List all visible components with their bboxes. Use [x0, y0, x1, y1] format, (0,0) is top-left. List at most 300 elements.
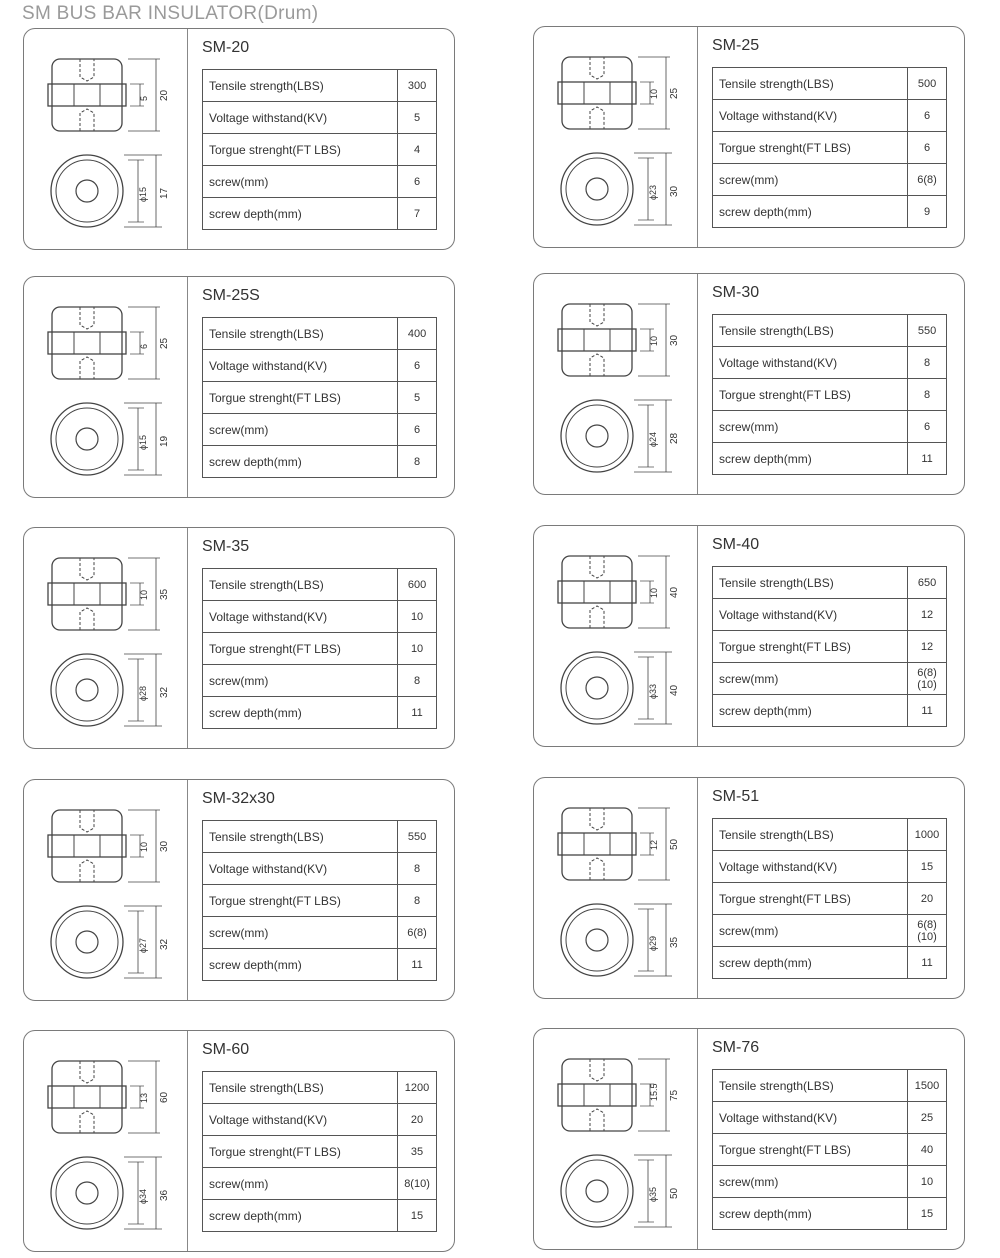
spec-label: screw depth(mm): [203, 1200, 398, 1232]
spec-row: [713, 315, 947, 347]
screw-hole-bottom: [80, 109, 94, 131]
model-name: SM-20: [202, 39, 250, 56]
side-view-body: [562, 57, 632, 129]
spec-row: [203, 1072, 437, 1104]
spec-row: [713, 915, 947, 947]
top-view-inner: [566, 909, 628, 971]
spec-value: 7: [398, 198, 437, 230]
product-card: [533, 26, 965, 248]
top-view-outer: [561, 1155, 633, 1227]
spec-row: [713, 1166, 947, 1198]
height-dimension-label: 25: [669, 87, 680, 99]
card-divider: [187, 29, 188, 249]
inner-diameter-label: ϕ24: [648, 431, 658, 447]
inner-diameter-label: ϕ29: [648, 935, 658, 951]
spec-row: [713, 1070, 947, 1102]
spec-row: [713, 1198, 947, 1230]
screw-hole-bottom: [80, 1111, 94, 1133]
screw-hole-top: [590, 808, 604, 830]
spec-value: 15: [398, 1200, 437, 1232]
outer-diameter-label: 32: [159, 686, 170, 698]
spec-row: [713, 132, 947, 164]
insulator-drawing: [32, 538, 182, 738]
spec-value: 12: [908, 599, 947, 631]
outer-diameter-label: 28: [669, 432, 680, 444]
screw-hole-bottom: [80, 860, 94, 882]
spec-label: Voltage withstand(KV): [203, 350, 398, 382]
spec-label: Tensile strength(LBS): [203, 318, 398, 350]
screw-hole-icon: [586, 178, 608, 200]
spec-value: 6: [908, 132, 947, 164]
spec-label: Torgue strenght(FT LBS): [713, 631, 908, 663]
card-divider: [187, 1031, 188, 1251]
top-view-inner: [56, 1162, 118, 1224]
spec-value: 6: [908, 100, 947, 132]
product-card: [533, 1028, 965, 1250]
spec-value: 10: [398, 601, 437, 633]
inner-diameter-label: ϕ33: [648, 683, 658, 699]
spec-row: [713, 1102, 947, 1134]
insulator-drawing: [542, 788, 692, 988]
hex-band: [48, 583, 126, 605]
spec-value: 11: [398, 949, 437, 981]
product-card: [23, 276, 455, 498]
spec-value: 6: [908, 411, 947, 443]
spec-label: Tensile strength(LBS): [203, 569, 398, 601]
spec-value: 10: [908, 1166, 947, 1198]
side-view-body: [52, 810, 122, 882]
spec-row: [203, 1136, 437, 1168]
spec-value: 6: [398, 414, 437, 446]
screw-hole-icon: [76, 1182, 98, 1204]
spec-row: [203, 665, 437, 697]
spec-value: 600: [398, 569, 437, 601]
spec-value: 6(8): [908, 164, 947, 196]
spec-label: Voltage withstand(KV): [203, 102, 398, 134]
spec-table: [202, 568, 437, 729]
hex-band: [558, 581, 636, 603]
spec-table: [202, 820, 437, 981]
outer-diameter-label: 35: [669, 936, 680, 948]
spec-row: [713, 947, 947, 979]
model-name: SM-35: [202, 538, 250, 555]
spec-value: 1200: [398, 1072, 437, 1104]
top-view-outer: [51, 906, 123, 978]
screw-hole-top: [80, 59, 94, 81]
spec-label: Voltage withstand(KV): [713, 851, 908, 883]
side-view-body: [562, 556, 632, 628]
hex-band: [48, 835, 126, 857]
spec-row: [203, 917, 437, 949]
spec-label: screw depth(mm): [713, 196, 908, 228]
spec-value: 5: [398, 382, 437, 414]
height-dimension-label: 75: [669, 1089, 680, 1101]
card-divider: [697, 1029, 698, 1249]
height-dimension-label: 20: [159, 89, 170, 101]
insulator-drawing: [542, 1039, 692, 1239]
inner-diameter-label: ϕ23: [648, 184, 658, 200]
insulator-drawing: [32, 1041, 182, 1241]
insulator-drawing: [32, 790, 182, 990]
spec-table: [202, 69, 437, 230]
outer-diameter-label: 30: [669, 185, 680, 197]
spec-row: [713, 347, 947, 379]
spec-label: screw depth(mm): [713, 1198, 908, 1230]
screw-hole-icon: [76, 931, 98, 953]
spec-row: [203, 821, 437, 853]
spec-label: screw(mm): [203, 414, 398, 446]
spec-value: 650: [908, 567, 947, 599]
spec-row: [203, 198, 437, 230]
spec-row: [713, 851, 947, 883]
height-dimension-label: 30: [159, 840, 170, 852]
model-name: SM-25S: [202, 287, 260, 304]
spec-row: [203, 949, 437, 981]
product-card: [533, 525, 965, 747]
spec-value: 550: [398, 821, 437, 853]
spec-row: [713, 100, 947, 132]
band-dimension-label: 10: [139, 589, 149, 600]
insulator-drawing: [542, 284, 692, 484]
outer-diameter-label: 19: [159, 435, 170, 447]
side-view-body: [52, 558, 122, 630]
spec-label: screw(mm): [713, 411, 908, 443]
model-name: SM-30: [712, 284, 760, 301]
spec-label: Tensile strength(LBS): [713, 68, 908, 100]
outer-diameter-label: 40: [669, 684, 680, 696]
side-view-body: [562, 1059, 632, 1131]
spec-row: [713, 196, 947, 228]
spec-table: [712, 314, 947, 475]
spec-value: 6(8)(10): [908, 663, 947, 695]
spec-label: screw(mm): [713, 1166, 908, 1198]
spec-row: [713, 411, 947, 443]
inner-diameter-label: ϕ28: [138, 685, 148, 701]
model-name: SM-40: [712, 536, 760, 553]
top-view-outer: [561, 904, 633, 976]
spec-table: [712, 566, 947, 727]
spec-table: [712, 818, 947, 979]
spec-row: [203, 382, 437, 414]
inner-diameter-label: ϕ15: [138, 186, 148, 202]
model-name: SM-32x30: [202, 790, 275, 807]
spec-label: Tensile strength(LBS): [203, 821, 398, 853]
product-card: [533, 273, 965, 495]
spec-label: screw(mm): [713, 164, 908, 196]
screw-hole-bottom: [590, 1109, 604, 1131]
spec-label: Voltage withstand(KV): [203, 1104, 398, 1136]
spec-value: 6: [398, 166, 437, 198]
spec-value: 6: [398, 350, 437, 382]
outer-diameter-label: 17: [159, 187, 170, 199]
top-view-outer: [51, 403, 123, 475]
screw-hole-top: [80, 558, 94, 580]
top-view-outer: [561, 652, 633, 724]
spec-value: 15: [908, 851, 947, 883]
spec-row: [713, 379, 947, 411]
spec-value: 550: [908, 315, 947, 347]
top-view-inner: [56, 659, 118, 721]
screw-hole-top: [80, 810, 94, 832]
top-view-inner: [566, 1160, 628, 1222]
hex-band: [558, 329, 636, 351]
spec-row: [713, 631, 947, 663]
height-dimension-label: 35: [159, 588, 170, 600]
product-card: [533, 777, 965, 999]
screw-hole-icon: [586, 929, 608, 951]
band-dimension-label: 15.5: [649, 1083, 659, 1101]
card-divider: [187, 277, 188, 497]
spec-row: [203, 853, 437, 885]
spec-row: [203, 134, 437, 166]
spec-row: [203, 569, 437, 601]
side-view-body: [52, 59, 122, 131]
spec-value: 15: [908, 1198, 947, 1230]
screw-hole-bottom: [590, 354, 604, 376]
spec-value: 11: [398, 697, 437, 729]
spec-row: [713, 695, 947, 727]
model-name: SM-51: [712, 788, 760, 805]
top-view-inner: [566, 405, 628, 467]
spec-row: [713, 819, 947, 851]
spec-value: 11: [908, 695, 947, 727]
spec-table: [202, 1071, 437, 1232]
insulator-drawing: [542, 536, 692, 736]
spec-label: screw(mm): [203, 665, 398, 697]
spec-label: Tensile strength(LBS): [713, 315, 908, 347]
inner-diameter-label: ϕ34: [138, 1188, 148, 1204]
spec-row: [203, 446, 437, 478]
spec-row: [203, 1200, 437, 1232]
card-divider: [697, 778, 698, 998]
spec-row: [203, 350, 437, 382]
top-view-inner: [566, 657, 628, 719]
spec-label: Torgue strenght(FT LBS): [203, 885, 398, 917]
insulator-drawing: [542, 37, 692, 237]
spec-label: Voltage withstand(KV): [713, 1102, 908, 1134]
spec-row: [713, 68, 947, 100]
spec-row: [203, 697, 437, 729]
spec-value: 8(10): [398, 1168, 437, 1200]
screw-hole-icon: [586, 425, 608, 447]
spec-label: Torgue strenght(FT LBS): [203, 382, 398, 414]
top-view-outer: [51, 654, 123, 726]
band-dimension-label: 10: [649, 587, 659, 598]
spec-table: [712, 1069, 947, 1230]
spec-table: [712, 67, 947, 228]
top-view-outer: [51, 155, 123, 227]
spec-row: [203, 601, 437, 633]
spec-label: Torgue strenght(FT LBS): [203, 633, 398, 665]
screw-hole-icon: [76, 180, 98, 202]
spec-label: Tensile strength(LBS): [713, 1070, 908, 1102]
height-dimension-label: 30: [669, 334, 680, 346]
spec-label: Torgue strenght(FT LBS): [203, 1136, 398, 1168]
spec-label: screw(mm): [713, 663, 908, 695]
inner-diameter-label: ϕ35: [648, 1186, 658, 1202]
spec-value: 12: [908, 631, 947, 663]
screw-hole-bottom: [80, 357, 94, 379]
spec-value: 8: [398, 446, 437, 478]
band-dimension-label: 10: [649, 335, 659, 346]
spec-value: 8: [908, 347, 947, 379]
spec-label: Voltage withstand(KV): [713, 599, 908, 631]
spec-label: Voltage withstand(KV): [713, 100, 908, 132]
product-card: [23, 527, 455, 749]
spec-label: Torgue strenght(FT LBS): [203, 134, 398, 166]
screw-hole-bottom: [590, 107, 604, 129]
spec-value: 20: [398, 1104, 437, 1136]
spec-value: 6(8): [398, 917, 437, 949]
spec-row: [203, 102, 437, 134]
screw-hole-bottom: [590, 858, 604, 880]
spec-value: 6(8)(10): [908, 915, 947, 947]
side-view-body: [562, 808, 632, 880]
hex-band: [558, 82, 636, 104]
page-title: SM BUS BAR INSULATOR(Drum): [22, 3, 319, 24]
screw-hole-top: [590, 57, 604, 79]
spec-value: 40: [908, 1134, 947, 1166]
screw-hole-icon: [586, 1180, 608, 1202]
screw-hole-top: [590, 1059, 604, 1081]
spec-value: 8: [398, 885, 437, 917]
side-view-body: [52, 1061, 122, 1133]
outer-diameter-label: 50: [669, 1187, 680, 1199]
hex-band: [48, 332, 126, 354]
spec-value: 20: [908, 883, 947, 915]
screw-hole-bottom: [80, 608, 94, 630]
spec-row: [203, 1168, 437, 1200]
spec-label: screw depth(mm): [203, 446, 398, 478]
spec-label: screw(mm): [203, 166, 398, 198]
side-view-body: [52, 307, 122, 379]
spec-row: [203, 414, 437, 446]
spec-label: screw(mm): [713, 915, 908, 947]
outer-diameter-label: 36: [159, 1189, 170, 1201]
top-view-outer: [561, 400, 633, 472]
spec-value: 400: [398, 318, 437, 350]
band-dimension-label: 10: [649, 88, 659, 99]
spec-label: screw depth(mm): [713, 695, 908, 727]
spec-value: 25: [908, 1102, 947, 1134]
inner-diameter-label: ϕ15: [138, 434, 148, 450]
height-dimension-label: 40: [669, 586, 680, 598]
screw-hole-top: [80, 307, 94, 329]
spec-value: 8: [398, 853, 437, 885]
top-view-inner: [56, 160, 118, 222]
spec-label: Tensile strength(LBS): [713, 567, 908, 599]
spec-label: Torgue strenght(FT LBS): [713, 132, 908, 164]
spec-label: Voltage withstand(KV): [203, 853, 398, 885]
insulator-drawing: [32, 39, 182, 239]
inner-diameter-label: ϕ27: [138, 937, 148, 953]
spec-value: 500: [908, 68, 947, 100]
top-view-outer: [51, 1157, 123, 1229]
hex-band: [48, 1086, 126, 1108]
spec-value: 5: [398, 102, 437, 134]
model-name: SM-60: [202, 1041, 250, 1058]
model-name: SM-25: [712, 37, 760, 54]
top-view-inner: [56, 911, 118, 973]
spec-label: Tensile strength(LBS): [203, 1072, 398, 1104]
card-divider: [187, 528, 188, 748]
spec-value: 35: [398, 1136, 437, 1168]
card-divider: [697, 27, 698, 247]
screw-hole-top: [80, 1061, 94, 1083]
spec-value: 9: [908, 196, 947, 228]
height-dimension-label: 60: [159, 1091, 170, 1103]
height-dimension-label: 25: [159, 337, 170, 349]
spec-label: Voltage withstand(KV): [713, 347, 908, 379]
card-divider: [697, 274, 698, 494]
product-card: [23, 1030, 455, 1252]
spec-row: [203, 885, 437, 917]
top-view-inner: [56, 408, 118, 470]
model-name: SM-76: [712, 1039, 760, 1056]
spec-row: [713, 1134, 947, 1166]
spec-value: 300: [398, 70, 437, 102]
spec-value: 1500: [908, 1070, 947, 1102]
top-view-inner: [566, 158, 628, 220]
spec-table: [202, 317, 437, 478]
spec-row: [713, 567, 947, 599]
spec-value: 4: [398, 134, 437, 166]
spec-label: screw(mm): [203, 1168, 398, 1200]
spec-row: [203, 70, 437, 102]
spec-value: 1000: [908, 819, 947, 851]
hex-band: [558, 833, 636, 855]
insulator-drawing: [32, 287, 182, 487]
spec-label: screw depth(mm): [713, 947, 908, 979]
spec-value: 10: [398, 633, 437, 665]
side-view-body: [562, 304, 632, 376]
hex-band: [558, 1084, 636, 1106]
spec-label: Voltage withstand(KV): [203, 601, 398, 633]
spec-row: [713, 883, 947, 915]
card-divider: [697, 526, 698, 746]
spec-row: [713, 164, 947, 196]
screw-hole-top: [590, 556, 604, 578]
band-dimension-label: 5: [139, 95, 149, 101]
spec-label: Torgue strenght(FT LBS): [713, 1134, 908, 1166]
spec-row: [713, 443, 947, 475]
spec-label: screw depth(mm): [713, 443, 908, 475]
spec-label: Tensile strength(LBS): [713, 819, 908, 851]
spec-label: screw depth(mm): [203, 697, 398, 729]
product-card: [23, 779, 455, 1001]
spec-row: [203, 633, 437, 665]
spec-row: [203, 318, 437, 350]
spec-label: screw depth(mm): [203, 198, 398, 230]
screw-hole-bottom: [590, 606, 604, 628]
spec-row: [713, 663, 947, 695]
hex-band: [48, 84, 126, 106]
band-dimension-label: 12: [649, 839, 659, 850]
band-dimension-label: 6: [139, 343, 149, 349]
spec-label: screw(mm): [203, 917, 398, 949]
spec-label: Tensile strength(LBS): [203, 70, 398, 102]
screw-hole-icon: [586, 677, 608, 699]
screw-hole-icon: [76, 428, 98, 450]
spec-row: [713, 599, 947, 631]
spec-label: Torgue strenght(FT LBS): [713, 883, 908, 915]
card-divider: [187, 780, 188, 1000]
spec-label: Torgue strenght(FT LBS): [713, 379, 908, 411]
band-dimension-label: 13: [139, 1092, 149, 1103]
product-card: [23, 28, 455, 250]
spec-row: [203, 166, 437, 198]
outer-diameter-label: 32: [159, 938, 170, 950]
